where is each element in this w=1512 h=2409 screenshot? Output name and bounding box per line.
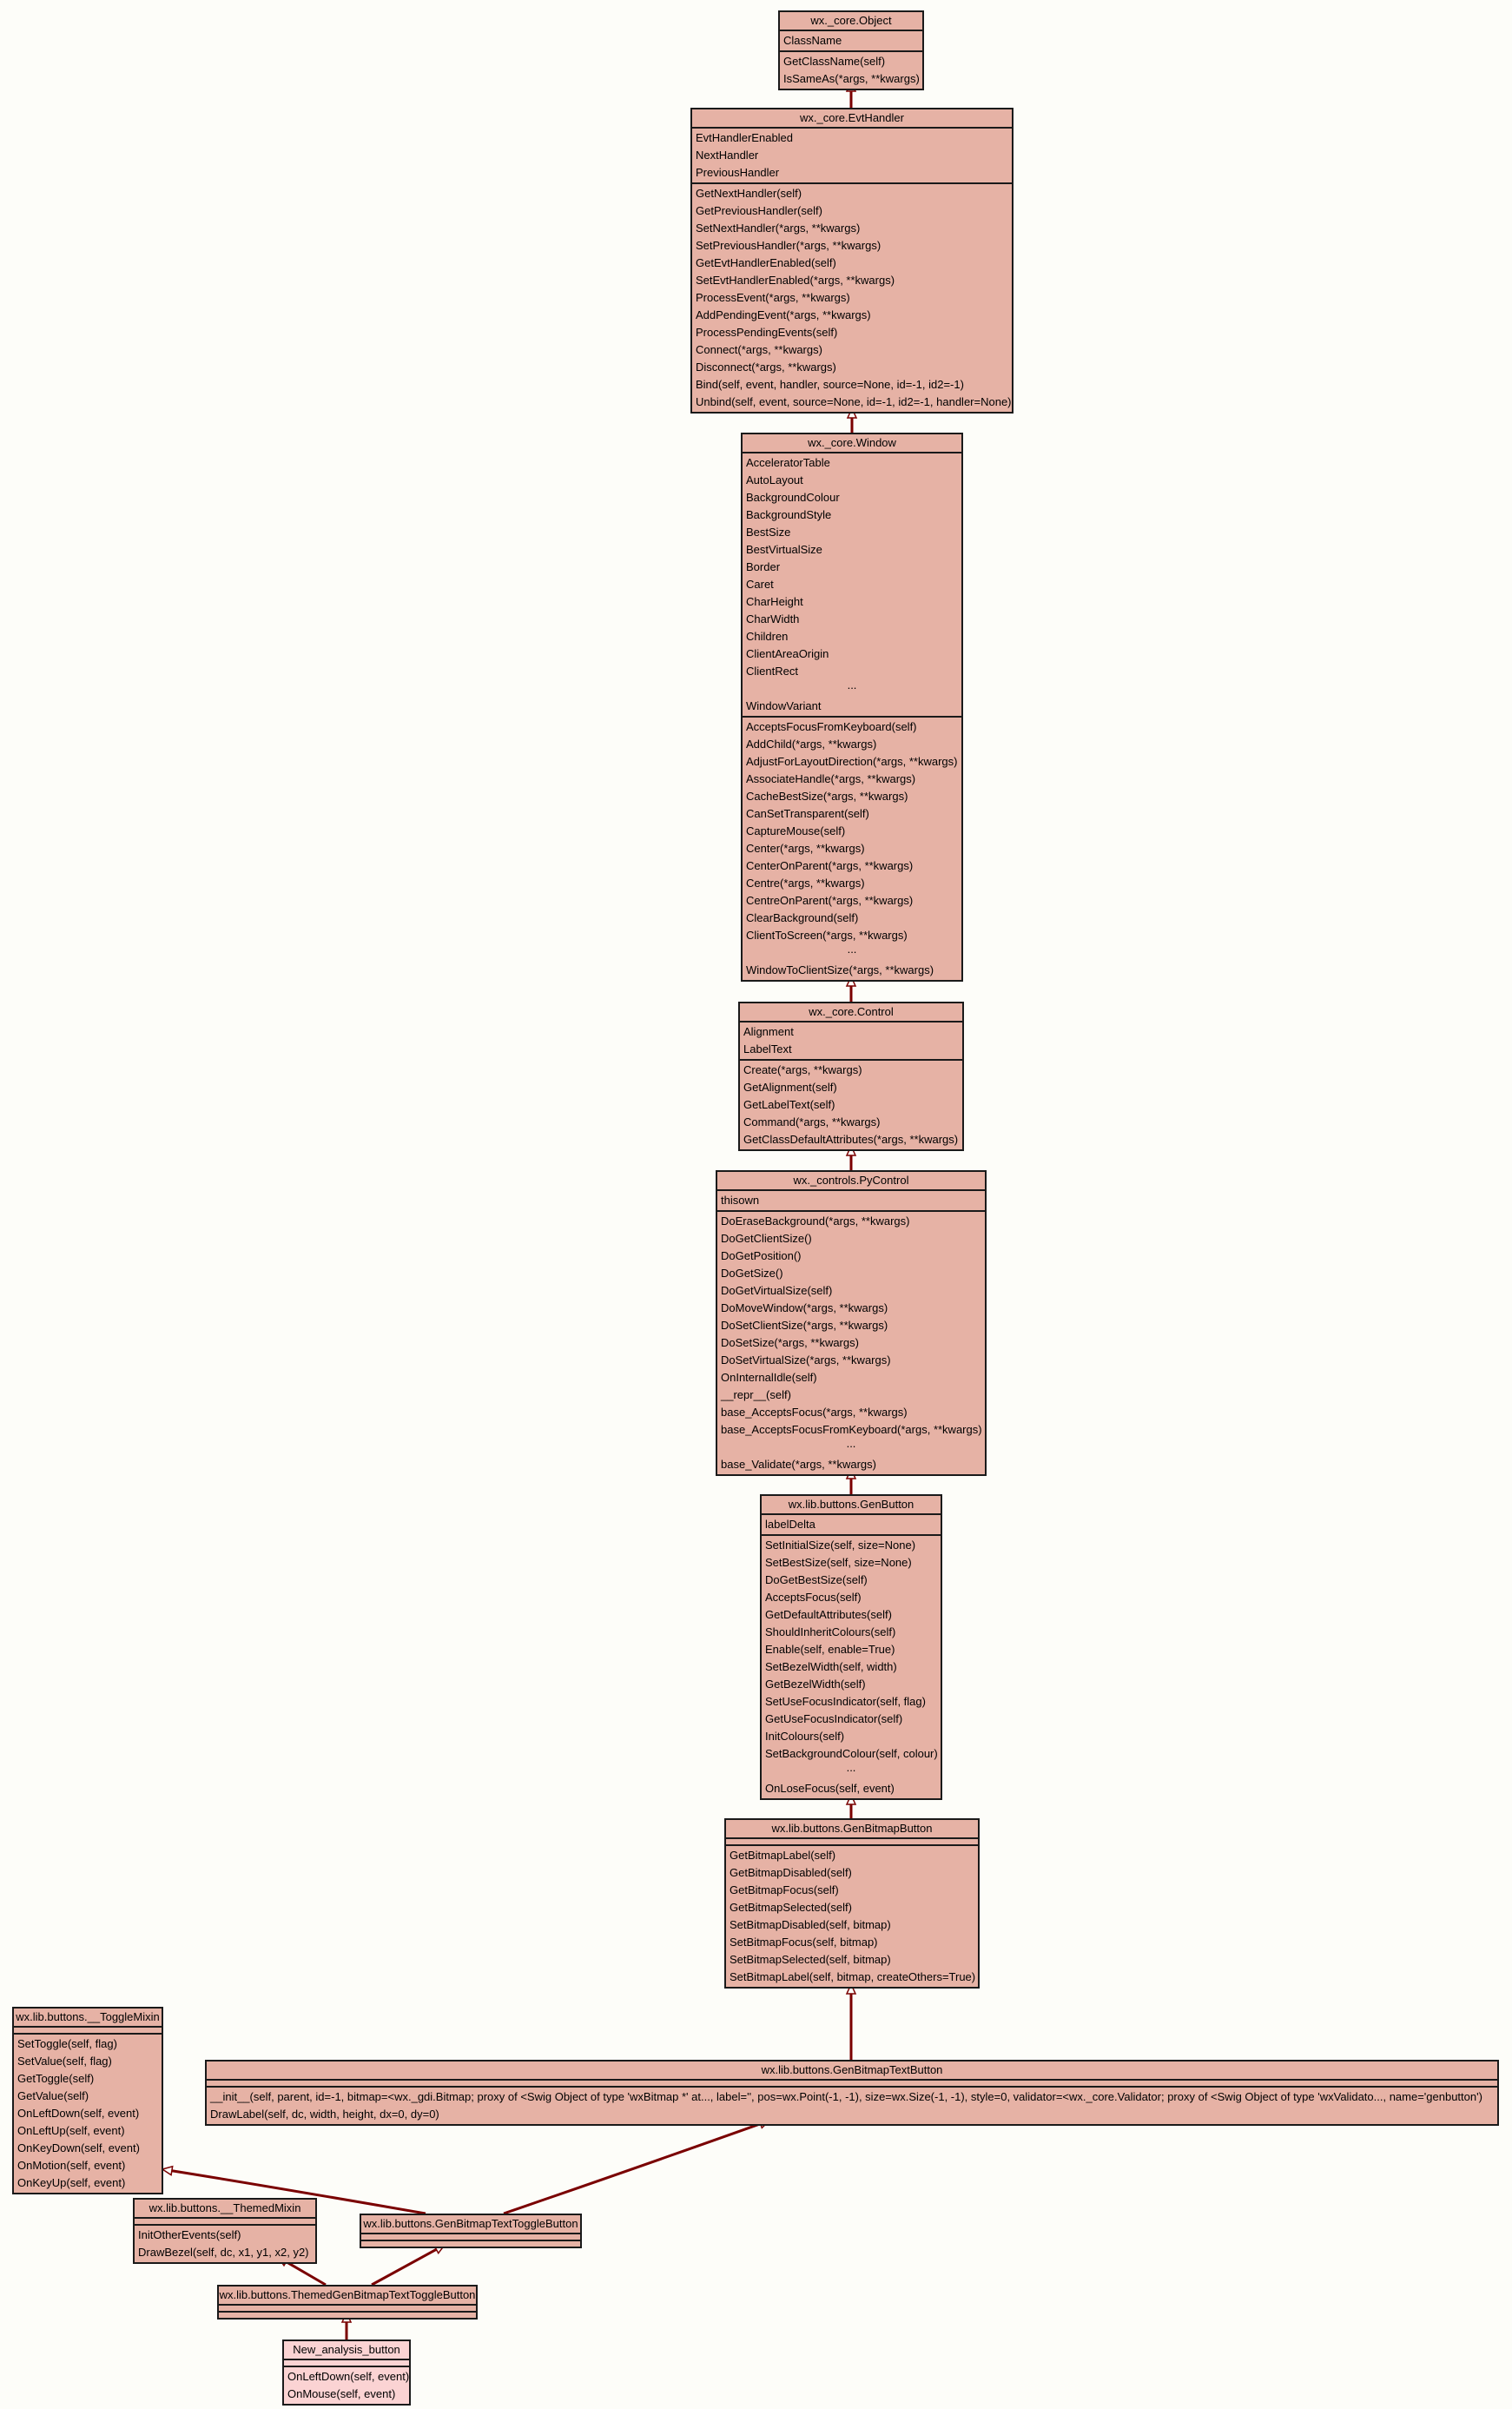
attribute: WindowVariant [746,699,822,712]
attribute: ClientAreaOrigin [746,647,829,660]
method: GetNextHandler(self) [696,187,802,200]
class-name: wx.lib.buttons.ThemedGenBitmapTextToggleButton [219,2287,476,2306]
method: SetBestSize(self, size=None) [765,1556,912,1569]
method: ClearBackground(self) [746,911,859,924]
method: IsSameAs(*args, **kwargs) [783,72,920,85]
method: GetClassName(self) [783,55,886,68]
method: GetValue(self) [17,2089,89,2102]
class-box-control [738,1002,964,1151]
method: WindowToClientSize(*args, **kwargs) [746,963,934,976]
class-name: wx.lib.buttons.GenBitmapButton [726,1820,978,1839]
attributes-compartment [717,1191,985,1212]
attribute: NextHandler [696,149,759,162]
attribute: AcceleratorTable [746,456,830,469]
inheritance-edge-themedgenbitmaptexttogglebutton-to-genbitmaptexttogglebutton [372,2245,445,2285]
attribute: Border [746,560,781,573]
inheritance-arrowhead [162,2167,173,2175]
method: __repr__(self) [721,1388,791,1401]
method: Create(*args, **kwargs) [743,1063,862,1076]
method: AcceptsFocusFromKeyboard(self) [746,720,917,733]
attribute: Alignment [743,1025,794,1038]
method: OnMotion(self, event) [17,2159,126,2172]
method: ProcessEvent(*args, **kwargs) [696,291,850,304]
methods-compartment [207,2088,1497,2124]
attributes-compartment [762,1515,941,1536]
method: GetBitmapDisabled(self) [730,1866,852,1879]
attribute: CharHeight [746,595,803,608]
methods-compartment [14,2035,162,2193]
method: DrawBezel(self, dc, x1, y1, x2, y2) [138,2246,309,2259]
class-box-genbitmaptextbutton [205,2060,1499,2126]
method: SetBezelWidth(self, width) [765,1660,897,1673]
method: SetNextHandler(*args, **kwargs) [696,222,861,235]
method: SetInitialSize(self, size=None) [765,1539,916,1552]
method: SetToggle(self, flag) [17,2037,117,2050]
method: GetDefaultAttributes(self) [765,1608,892,1621]
method: ProcessPendingEvents(self) [696,326,838,339]
class-box-themedmixin [133,2198,317,2264]
inheritance-edge-genbitmaptextbutton-to-genbitmapbutton [847,1984,855,2060]
method: GetUseFocusIndicator(self) [765,1712,903,1725]
methods-compartment [726,1846,978,1987]
method: ClientToScreen(*args, **kwargs) [746,929,908,942]
method: AssociateHandle(*args, **kwargs) [746,772,916,785]
class-box-genbitmapbutton [724,1818,980,1989]
attribute: AutoLayout [746,473,803,486]
methods-compartment [284,2367,409,2404]
class-name: New_analysis_button [284,2341,409,2360]
method: base_AcceptsFocus(*args, **kwargs) [721,1406,908,1419]
method: OnLeftDown(self, event) [287,2370,409,2383]
class-box-togglemixin [12,2007,163,2194]
attribute: BestVirtualSize [746,543,822,556]
method: GetLabelText(self) [743,1098,835,1111]
attribute: CharWidth [746,612,800,625]
attributes-compartment [726,1839,978,1846]
attribute: ClassName [783,34,842,47]
method: GetBitmapSelected(self) [730,1901,852,1914]
attribute: Caret [746,578,774,591]
method: OnInternalIdle(self) [721,1371,817,1384]
method: GetPreviousHandler(self) [696,204,822,217]
attribute: BestSize [746,526,791,539]
method: base_AcceptsFocusFromKeyboard(*args, **kwargs) [721,1423,982,1436]
method: Connect(*args, **kwargs) [696,343,822,356]
method: SetEvtHandlerEnabled(*args, **kwargs) [696,274,895,287]
attribute: Children [746,630,789,643]
method: AddPendingEvent(*args, **kwargs) [696,308,871,321]
class-name: wx._core.Control [740,1003,962,1023]
attribute: ClientRect [746,665,798,678]
method: SetPreviousHandler(*args, **kwargs) [696,239,881,252]
attribute: EvtHandlerEnabled [696,131,794,144]
method: DoSetSize(*args, **kwargs) [721,1336,859,1349]
method: Centre(*args, **kwargs) [746,877,865,890]
method: CentreOnParent(*args, **kwargs) [746,894,914,907]
edge-line [287,2262,326,2285]
method: AdjustForLayoutDirection(*args, **kwargs) [746,755,958,768]
inheritance-edge-genbitmaptexttogglebutton-to-genbitmaptextbutton [504,2120,769,2214]
method: OnMouse(self, event) [287,2387,396,2400]
method: GetClassDefaultAttributes(*args, **kwargs) [743,1133,959,1146]
methods-compartment [743,718,961,980]
attribute: PreviousHandler [696,166,780,179]
method: DoGetPosition() [721,1249,802,1262]
methods-compartment [717,1212,985,1474]
method: DoSetVirtualSize(*args, **kwargs) [721,1353,891,1367]
ellipsis: ... [846,1439,856,1450]
methods-compartment [692,184,1012,412]
class-name: wx.lib.buttons.__ToggleMixin [14,2009,162,2028]
method: SetBitmapLabel(self, bitmap, createOthers=True) [730,1970,976,1983]
ellipsis: ... [847,944,857,956]
method: SetBitmapSelected(self, bitmap) [730,1953,891,1966]
method: DrawLabel(self, dc, width, height, dx=0, dy=0) [210,2108,439,2121]
edge-line [504,2124,761,2214]
class-box-new-analysis-button [282,2340,411,2406]
method: GetBitmapLabel(self) [730,1849,836,1862]
methods-compartment [780,52,922,89]
attributes-compartment [207,2081,1497,2088]
class-name: wx._controls.PyControl [717,1172,985,1191]
attribute: BackgroundStyle [746,508,832,521]
method: DoGetVirtualSize(self) [721,1284,833,1297]
class-box-pycontrol [716,1170,987,1476]
method: DoSetClientSize(*args, **kwargs) [721,1319,888,1332]
methods-compartment [361,2241,580,2247]
method: base_Validate(*args, **kwargs) [721,1458,876,1471]
method: GetEvtHandlerEnabled(self) [696,256,836,269]
method: InitColours(self) [765,1730,845,1743]
class-name: wx._core.Object [780,12,922,31]
attributes-compartment [135,2219,315,2226]
attributes-compartment [284,2360,409,2367]
method: CacheBestSize(*args, **kwargs) [746,790,908,803]
methods-compartment [135,2226,315,2262]
method: SetBitmapDisabled(self, bitmap) [730,1918,891,1931]
class-name: wx.lib.buttons.GenBitmapTextToggleButton [361,2215,580,2234]
method: OnLoseFocus(self, event) [765,1782,895,1795]
method: GetBitmapFocus(self) [730,1883,839,1896]
method: Disconnect(*args, **kwargs) [696,361,836,374]
method: OnLeftUp(self, event) [17,2124,125,2137]
class-name: wx.lib.buttons.GenBitmapTextButton [207,2062,1497,2081]
method: Command(*args, **kwargs) [743,1115,881,1128]
attributes-compartment [219,2306,476,2313]
methods-compartment [740,1061,962,1149]
method: Unbind(self, event, source=None, id=-1, id2=-1, handler=None) [696,395,1012,408]
class-box-genbutton [760,1494,942,1800]
class-box-evthandler [690,108,1014,414]
method: __init__(self, parent, id=-1, bitmap=<wx._gdi.Bitmap; proxy of <Swig Object of type 'wxBitmap *' at..., label='', pos=wx.Point(-1, -1), size=wx.Size(-1, -1), style=0, validator=<wx._core.Validator; proxy of <Swig Object of type 'wxValidato..., name='genbutton') [210,2090,1482,2103]
method: GetToggle(self) [17,2072,95,2085]
method: OnKeyDown(self, event) [17,2141,140,2154]
method: AcceptsFocus(self) [765,1591,862,1604]
methods-compartment [219,2313,476,2318]
method: OnKeyUp(self, event) [17,2176,126,2189]
method: DoEraseBackground(*args, **kwargs) [721,1214,910,1228]
method: SetBitmapFocus(self, bitmap) [730,1936,878,1949]
method: ShouldInheritColours(self) [765,1625,896,1638]
attribute: LabelText [743,1042,792,1056]
method: SetBackgroundColour(self, colour) [765,1747,938,1760]
class-box-window [741,433,963,982]
method: Enable(self, enable=True) [765,1643,895,1656]
class-box-genbitmaptexttogglebutton [360,2214,582,2248]
class-box-themedgenbitmaptexttogglebutton [217,2285,478,2320]
method: SetValue(self, flag) [17,2055,112,2068]
method: CenterOnParent(*args, **kwargs) [746,859,914,872]
method: SetUseFocusIndicator(self, flag) [765,1695,926,1708]
method: InitOtherEvents(self) [138,2228,241,2241]
method: AddChild(*args, **kwargs) [746,738,877,751]
method: DoGetClientSize() [721,1232,812,1245]
class-box-object [778,10,924,90]
attribute: BackgroundColour [746,491,840,504]
class-name: wx._core.EvtHandler [692,109,1012,129]
method: DoGetSize() [721,1267,783,1280]
attributes-compartment [692,129,1012,184]
attributes-compartment [14,2028,162,2035]
class-name: wx._core.Window [743,434,961,453]
method: OnLeftDown(self, event) [17,2107,140,2120]
method: CanSetTransparent(self) [746,807,869,820]
method: GetBezelWidth(self) [765,1678,866,1691]
method: CaptureMouse(self) [746,824,846,837]
method: GetAlignment(self) [743,1081,837,1094]
attributes-compartment [743,453,961,718]
attributes-compartment [780,31,922,52]
attributes-compartment [361,2234,580,2241]
method: DoGetBestSize(self) [765,1573,868,1586]
attribute: labelDelta [765,1518,815,1531]
class-name: wx.lib.buttons.__ThemedMixin [135,2200,315,2219]
attributes-compartment [740,1023,962,1061]
method: Center(*args, **kwargs) [746,842,865,855]
attribute: thisown [721,1194,760,1207]
methods-compartment [762,1536,941,1798]
ellipsis: ... [847,680,857,692]
method: Bind(self, event, handler, source=None, id=-1, id2=-1) [696,378,964,391]
method: DoMoveWindow(*args, **kwargs) [721,1301,888,1314]
class-name: wx.lib.buttons.GenButton [762,1496,941,1515]
ellipsis: ... [846,1763,856,1774]
edge-line [372,2249,436,2285]
